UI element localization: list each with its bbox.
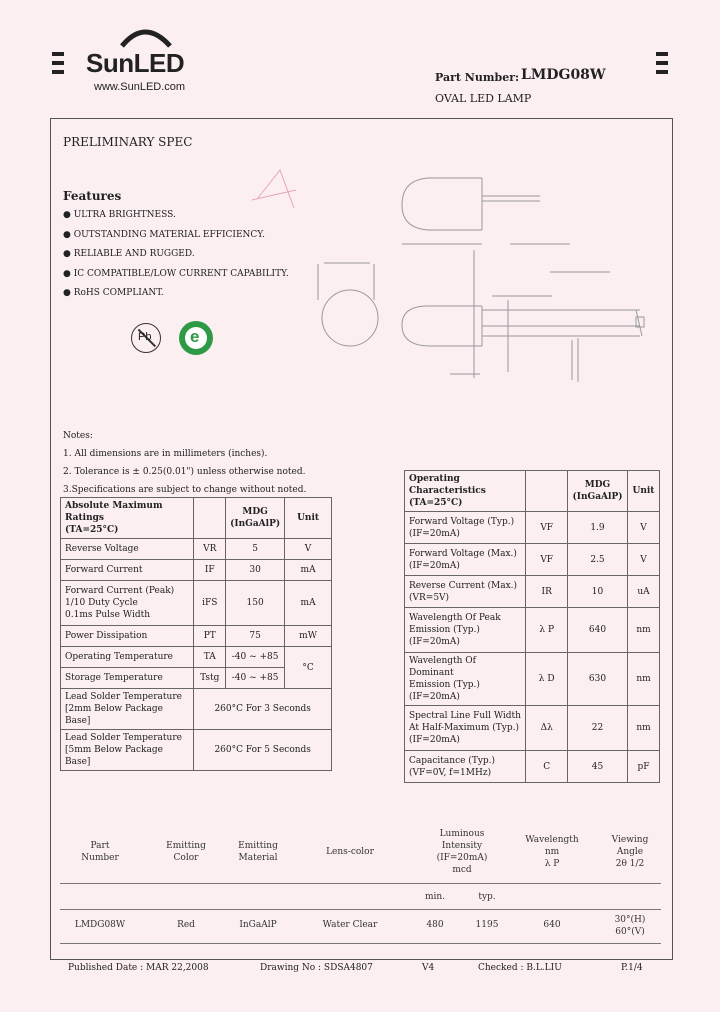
brand-logo: SunLED [86, 48, 185, 78]
feature-item: ● RELIABLE AND RUGGED. [63, 249, 195, 259]
sel-typ: 1195 [475, 920, 499, 930]
table-header-row [405, 471, 660, 512]
unit-cell: mA [285, 581, 332, 626]
part-number: LMDG08W [521, 67, 606, 83]
notes [63, 427, 306, 499]
pb-free-badge [131, 323, 161, 353]
sel-header-part: Part Number [81, 841, 119, 863]
unit-cell: V [285, 539, 332, 560]
value-cell: -40 ~ +85 [226, 668, 285, 689]
param-cell: Forward Voltage (Typ.) (IF=20mA) [405, 512, 526, 544]
rohs-icon: e [190, 327, 200, 346]
param-cell: Spectral Line Full Width At Half-Maximum (Typ.) (IF=20mA) [405, 706, 526, 751]
table-row [405, 576, 660, 608]
symbol-cell: iFS [194, 581, 226, 626]
symbol-cell: λ D [526, 653, 568, 706]
param-cell: Wavelength Of Peak Emission (Typ.) (IF=20mA) [405, 608, 526, 653]
abs-max-table [60, 497, 332, 771]
table-row [405, 653, 660, 706]
param-cell: Forward Current [61, 560, 194, 581]
value-cell: 30 [226, 560, 285, 581]
divider [60, 909, 661, 910]
table-row [405, 608, 660, 653]
unit-cell: mW [285, 626, 332, 647]
published-date: Published Date : MAR 22,2008 [68, 963, 209, 973]
param-cell: Reverse Current (Max.) (VR=5V) [405, 576, 526, 608]
table-header: Operating Characteristics (TA=25°C) [405, 471, 526, 512]
sel-header-intensity: Luminous Intensity (IF=20mA) mcd [436, 829, 488, 875]
sel-header-angle: Viewing Angle 2θ 1/2 [611, 835, 649, 869]
param-cell: Forward Current (Peak) 1/10 Duty Cycle 0.1ms Pulse Width [61, 581, 194, 626]
sel-header-lens: Lens-color [326, 847, 374, 857]
value-cell: 45 [568, 751, 628, 783]
unit-cell: pF [627, 751, 659, 783]
header-bar-right [656, 70, 668, 74]
sel-angle: 30°(H) 60°(V) [614, 915, 646, 937]
param-cell: Capacitance (Typ.) (VF=0V, f=1MHz) [405, 751, 526, 783]
divider [60, 943, 661, 944]
feature-item: ● IC COMPATIBLE/LOW CURRENT CAPABILITY. [63, 268, 289, 279]
header-bar-left [52, 70, 64, 74]
sel-header-color: Emitting Color [166, 841, 206, 863]
package-dimension-drawing [250, 160, 670, 390]
sel-wavelength: 640 [543, 920, 561, 930]
page-number: P.1/4 [621, 963, 643, 973]
value-cell: 640 [568, 608, 628, 653]
note-item: 1. All dimensions are in millimeters (inches). [63, 449, 268, 459]
table-row [405, 512, 660, 544]
divider [60, 883, 661, 884]
symbol-cell: Δλ [526, 706, 568, 751]
sel-part: LMDG08W [74, 920, 126, 930]
value-cell: 260°C For 5 Seconds [194, 730, 332, 771]
spec-title: PRELIMINARY SPEC [63, 135, 193, 149]
pb-free-icon: Pb [138, 331, 152, 343]
features-heading: Features [63, 189, 122, 203]
unit-cell: V [627, 544, 659, 576]
param-cell: Reverse Voltage [61, 539, 194, 560]
value-cell: 1.9 [568, 512, 628, 544]
value-cell: 150 [226, 581, 285, 626]
symbol-cell: λ P [526, 608, 568, 653]
unit-cell: °C [285, 647, 332, 689]
table-row [61, 560, 332, 581]
param-cell: Operating Temperature [61, 647, 194, 668]
table-row [61, 730, 332, 771]
value-cell: 2.5 [568, 544, 628, 576]
param-cell: Power Dissipation [61, 626, 194, 647]
symbol-cell: PT [194, 626, 226, 647]
value-cell: 22 [568, 706, 628, 751]
param-cell: Forward Voltage (Max.) (IF=20mA) [405, 544, 526, 576]
table-header: Unit [285, 498, 332, 539]
sel-color: Red [177, 920, 195, 930]
value-cell: 260°C For 3 Seconds [194, 689, 332, 730]
rohs-badge [179, 321, 213, 355]
table-header: Absolute Maximum Ratings (TA=25°C) [61, 498, 194, 539]
drawing-number: Drawing No : SDSA4807 [260, 963, 373, 973]
table-header [194, 498, 226, 539]
unit-cell: nm [627, 608, 659, 653]
value-cell: 75 [226, 626, 285, 647]
symbol-cell: IR [526, 576, 568, 608]
op-char-table [404, 470, 660, 783]
table-header: Unit [627, 471, 659, 512]
table-row [61, 647, 332, 668]
unit-cell: nm [627, 653, 659, 706]
table-header: MDG (InGaAlP) [226, 498, 285, 539]
unit-cell: uA [627, 576, 659, 608]
unit-cell: V [627, 512, 659, 544]
param-cell: Storage Temperature [61, 668, 194, 689]
table-row [61, 581, 332, 626]
notes-title: Notes: [63, 431, 93, 441]
table-row [61, 539, 332, 560]
symbol-cell: TA [194, 647, 226, 668]
table-header [526, 471, 568, 512]
sel-header-wavelength: Wavelength nm λ P [525, 835, 579, 869]
table-row [405, 544, 660, 576]
unit-cell: nm [627, 706, 659, 751]
sel-material: InGaAlP [239, 920, 277, 930]
feature-item: ● RoHS COMPLIANT. [63, 288, 164, 298]
param-cell: Lead Solder Temperature [2mm Below Package Base] [61, 689, 194, 730]
value-cell: 5 [226, 539, 285, 560]
feature-item: ● ULTRA BRIGHTNESS. [63, 210, 176, 220]
sel-header-typ: typ. [478, 892, 496, 902]
symbol-cell: C [526, 751, 568, 783]
checked-by: Checked : B.L.LIU [478, 963, 562, 973]
version: V4 [422, 963, 435, 973]
product-type: OVAL LED LAMP [435, 92, 532, 105]
header-bar-left [52, 61, 64, 65]
table-row [405, 751, 660, 783]
sel-header-material: Emitting Material [238, 841, 278, 863]
table-header: MDG (InGaAlP) [568, 471, 628, 512]
symbol-cell: VF [526, 544, 568, 576]
symbol-cell: VR [194, 539, 226, 560]
unit-cell: mA [285, 560, 332, 581]
symbol-cell: Tstg [194, 668, 226, 689]
table-row [405, 706, 660, 751]
table-row [61, 626, 332, 647]
value-cell: 10 [568, 576, 628, 608]
sel-min: 480 [426, 920, 444, 930]
sel-lens: Water Clear [322, 920, 378, 930]
sel-header-min: min. [424, 892, 446, 902]
table-header-row [61, 498, 332, 539]
note-item: 2. Tolerance is ± 0.25(0.01") unless otherwise noted. [63, 467, 306, 477]
part-number-label: Part Number: [435, 71, 520, 84]
header-bar-right [656, 61, 668, 65]
header-bar-right [656, 52, 668, 56]
website: www.SunLED.com [94, 81, 186, 93]
symbol-cell: VF [526, 512, 568, 544]
header-bar-left [52, 52, 64, 56]
value-cell: 630 [568, 653, 628, 706]
param-cell: Lead Solder Temperature [5mm Below Package Base] [61, 730, 194, 771]
value-cell: -40 ~ +85 [226, 647, 285, 668]
note-item: 3.Specifications are subject to change without noted. [63, 485, 307, 495]
symbol-cell: IF [194, 560, 226, 581]
param-cell: Wavelength Of Dominant Emission (Typ.) (IF=20mA) [405, 653, 526, 706]
sunled-logo-arc-icon [100, 20, 190, 50]
feature-item: ● OUTSTANDING MATERIAL EFFICIENCY. [63, 229, 265, 240]
table-row [61, 689, 332, 730]
